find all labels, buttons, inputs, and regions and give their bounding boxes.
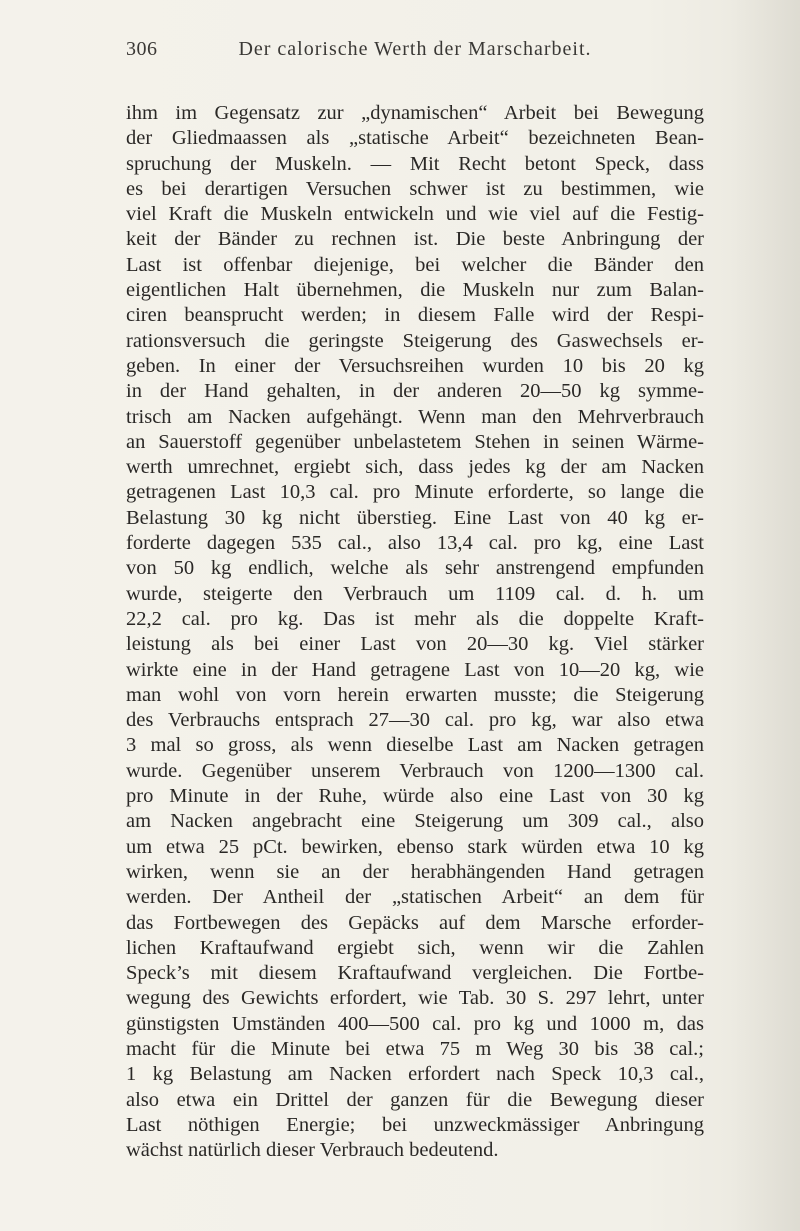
text-line: forderte dagegen 535 cal., also 13,4 cal. pro kg, eine Last [126,532,704,555]
text-line: Speck’s mit diesem Kraftaufwand vergleichen. Die Fortbe- [126,962,704,985]
text-line: macht für die Minute bei etwa 75 m Weg 30 bis 38 cal.; [126,1037,704,1060]
page-header [126,38,704,68]
text-line: lichen Kraftaufwand ergiebt sich, wenn wir die Zahlen [126,936,704,959]
text-line: spruchung der Muskeln. — Mit Recht betont Speck, dass [126,152,704,175]
body-text [126,101,704,1163]
text-line: in der Hand gehalten, in der anderen 20—50 kg symme- [126,380,704,403]
text-line: Last ist offenbar diejenige, bei welcher die Bänder den [126,253,704,276]
running-title: Der calorische Werth der Marscharbeit. [238,38,592,60]
text-line: 3 mal so gross, als wenn dieselbe Last am Nacken getragen [126,734,704,757]
text-line: viel Kraft die Muskeln entwickeln und wie viel auf die Festig- [126,203,704,226]
text-line: getragenen Last 10,3 cal. pro Minute erforderte, so lange die [126,481,704,504]
text-line: leistung als bei einer Last von 20—30 kg. Viel stärker [126,633,704,656]
text-line: wächst natürlich dieser Verbrauch bedeutend. [126,1139,499,1162]
text-line: wirkte eine in der Hand getragene Last von 10—20 kg, wie [126,658,704,681]
text-line: geben. In einer der Versuchsreihen wurden 10 bis 20 kg [126,354,704,377]
text-line: das Fortbewegen des Gepäcks auf dem Marsche erforder- [126,911,704,934]
text-line: 22,2 cal. pro kg. Das ist mehr als die doppelte Kraft- [126,607,704,630]
text-line: keit der Bänder zu rechnen ist. Die beste Anbringung der [126,228,704,251]
page-number: 306 [126,38,158,60]
text-line: wurde, steigerte den Verbrauch um 1109 cal. d. h. um [126,582,704,605]
text-line: also etwa ein Drittel der ganzen für die Bewegung dieser [126,1088,704,1111]
text-line: an Sauerstoff gegenüber unbelastetem Stehen in seinen Wärme- [126,430,704,453]
text-line: von 50 kg endlich, welche als sehr anstrengend empfunden [126,557,704,580]
text-line: um etwa 25 pCt. bewirken, ebenso stark würden etwa 10 kg [126,835,704,858]
text-line: am Nacken angebracht eine Steigerung um 309 cal., also [126,810,704,833]
text-line: werden. Der Antheil der „statischen Arbeit“ an dem für [126,886,704,909]
text-line: es bei derartigen Versuchen schwer ist zu bestimmen, wie [126,177,704,200]
text-line: ihm im Gegensatz zur „dynamischen“ Arbeit bei Bewegung [126,102,704,124]
text-line: wegung des Gewichts erfordert, wie Tab. 30 S. 297 lehrt, unter [126,987,704,1010]
text-line: der Gliedmaassen als „statische Arbeit“ bezeichneten Bean- [126,127,704,150]
text-line: trisch am Nacken aufgehängt. Wenn man den Mehrverbrauch [126,405,704,428]
text-line: werth umrechnet, ergiebt sich, dass jedes kg der am Nacken [126,456,704,479]
text-line: 1 kg Belastung am Nacken erfordert nach Speck 10,3 cal., [126,1063,704,1086]
text-line: Last nöthigen Energie; bei unzweckmässiger Anbringung [126,1113,704,1136]
text-line: des Verbrauchs entsprach 27—30 cal. pro kg, war also etwa [126,709,704,732]
text-line: pro Minute in der Ruhe, würde also eine Last von 30 kg [126,785,704,808]
text-line: eigentlichen Halt übernehmen, die Muskeln nur zum Balan- [126,279,704,302]
text-line: wirken, wenn sie an der herabhängenden Hand getragen [126,860,704,883]
text-line: günstigsten Umständen 400—500 cal. pro kg und 1000 m, das [126,1012,704,1035]
text-line: rationsversuch die geringste Steigerung des Gaswechsels er- [126,329,704,352]
text-line: man wohl von vorn herein erwarten musste; die Steigerung [126,683,704,706]
text-line: ciren beansprucht werden; in diesem Falle wird der Respi- [126,304,704,327]
text-line: Belastung 30 kg nicht überstieg. Eine Last von 40 kg er- [126,506,704,529]
text-line: wurde. Gegenüber unserem Verbrauch von 1200—1300 cal. [126,759,704,782]
